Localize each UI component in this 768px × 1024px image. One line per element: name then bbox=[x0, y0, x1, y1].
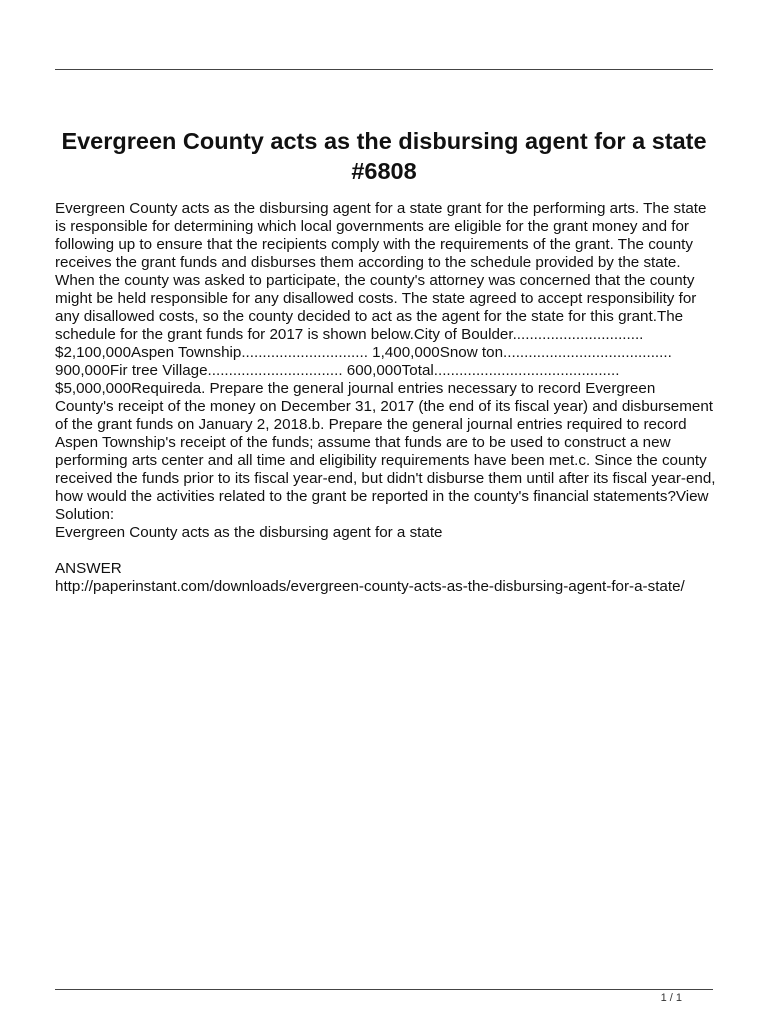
body-paragraph: Evergreen County acts as the disbursing agent for a state grant for the performing arts. The state is responsible for determining which local governments are eligible for the grant money and for following up to ensure that the recipients comply with the requirements of the grant. The county receives the grant funds and disburses them according to the schedule provided by the state. When the county was asked to participate, the county's attorney was concerned that the county might be held responsible for any disallowed costs. The state agreed to accept responsibility for any disallowed costs, so the county decided to act as the agent for the state for this grant.The schedule for the grant funds for 2017 is shown below.City of Boulder............................... $2,100,000Aspen Township.............................. 1,400,000Snow ton........................................ 900,000Fir tree Village................................ 600,000Total............................................ $5,000,000Requireda. Prepare the general journal entries necessary to record Evergreen County's receipt of the money on December 31, 2017 (the end of its fiscal year) and disbursement of the grant funds on January 2, 2018.b. Prepare the general journal entries required to record Aspen Township's receipt of the funds; assume that funds are to be used to construct a new performing arts center and all time and eligibility requirements have been met.c. Since the county received the funds prior to its fiscal year-end, but didn't disburse them until after its fiscal year-end, how would the activities related to the grant be reported in the county's financial statements?View Solution: bbox=[55, 200, 716, 523]
spacer bbox=[55, 542, 717, 560]
answer-link[interactable]: http://paperinstant.com/downloads/evergreen-county-acts-as-the-disbursing-agent-for-a-state/ bbox=[55, 578, 685, 595]
document-title: Evergreen County acts as the disbursing agent for a state #6808 bbox=[61, 128, 707, 184]
header-divider bbox=[55, 69, 713, 70]
page-number: 1 / 1 bbox=[660, 992, 682, 1004]
footer-divider bbox=[55, 989, 713, 990]
repeat-title-line: Evergreen County acts as the disbursing agent for a state bbox=[55, 524, 443, 541]
answer-label: ANSWER bbox=[55, 560, 122, 577]
document-content bbox=[55, 200, 717, 596]
